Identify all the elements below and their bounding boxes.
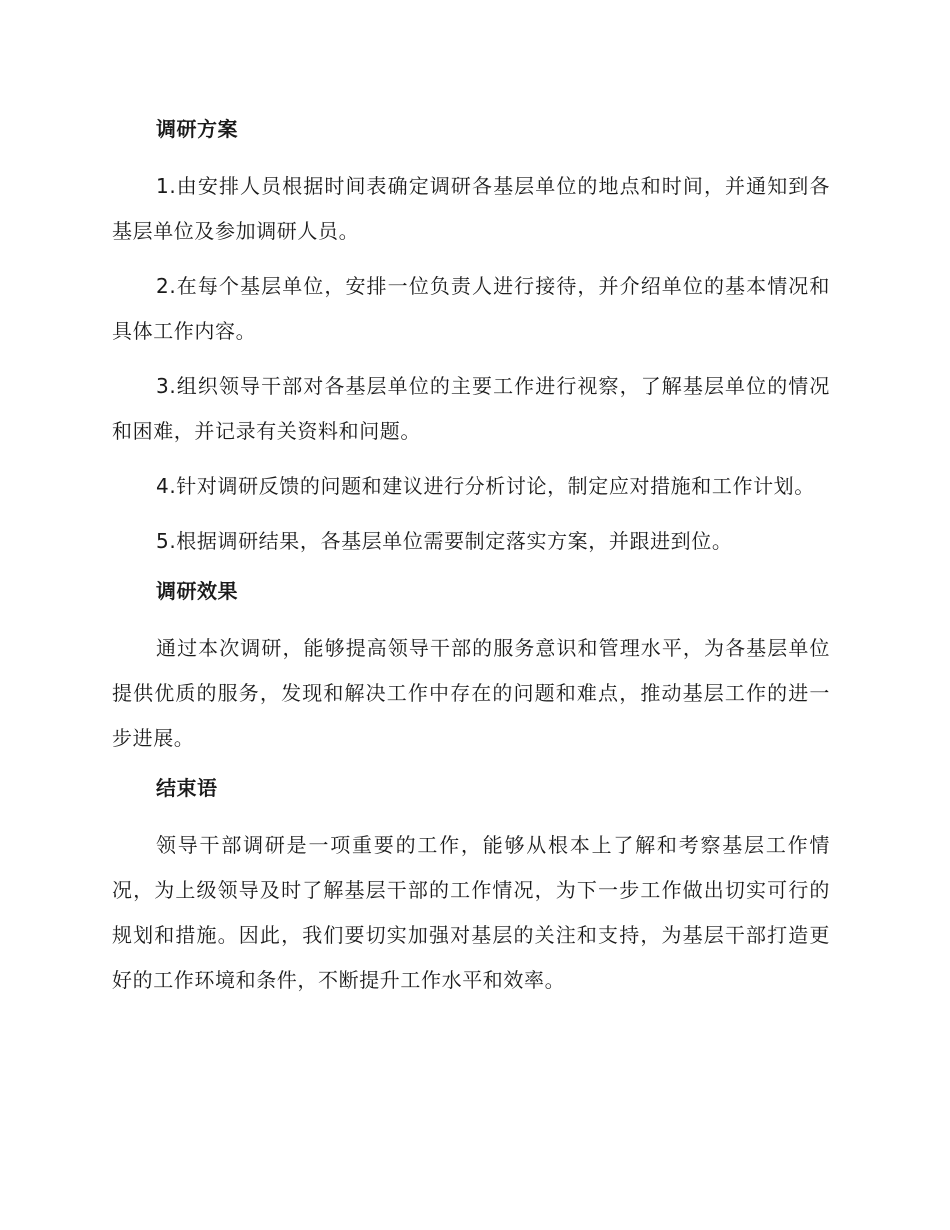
- section-plan: [112, 112, 830, 564]
- paragraph: 5.根据调研结果，各基层单位需要制定落实方案，并跟进到位。: [156, 529, 733, 553]
- paragraph: 通过本次调研，能够提高领导干部的服务意识和管理水平，为各基层单位提供优质的服务，发现和解决工作中存在的问题和难点，推动基层工作的进一步进展。: [112, 636, 830, 750]
- section-heading: 调研方案: [156, 117, 238, 141]
- paragraph: 4.针对调研反馈的问题和建议进行分析讨论，制定应对措施和工作计划。: [156, 474, 815, 498]
- section-effect: [112, 574, 830, 761]
- section-heading: 调研效果: [156, 579, 238, 603]
- paragraph: 领导干部调研是一项重要的工作，能够从根本上了解和考察基层工作情况，为上级领导及时了解基层干部的工作情况，为下一步工作做出切实可行的规划和措施。因此，我们要切实加强对基层的关注和支持，为基层干部打造更好的工作环境和条件，不断提升工作水平和效率。: [112, 833, 830, 992]
- paragraph: 3.组织领导干部对各基层单位的主要工作进行视察，了解基层单位的情况和困难，并记录有关资料和问题。: [112, 374, 830, 443]
- paragraph: 2.在每个基层单位，安排一位负责人进行接待，并介绍单位的基本情况和具体工作内容。: [112, 274, 830, 343]
- document-page: [112, 112, 830, 1013]
- paragraph: 1.由安排人员根据时间表确定调研各基层单位的地点和时间，并通知到各基层单位及参加调研人员。: [112, 174, 830, 243]
- section-heading: 结束语: [156, 776, 218, 800]
- section-conclusion: [112, 771, 830, 1003]
